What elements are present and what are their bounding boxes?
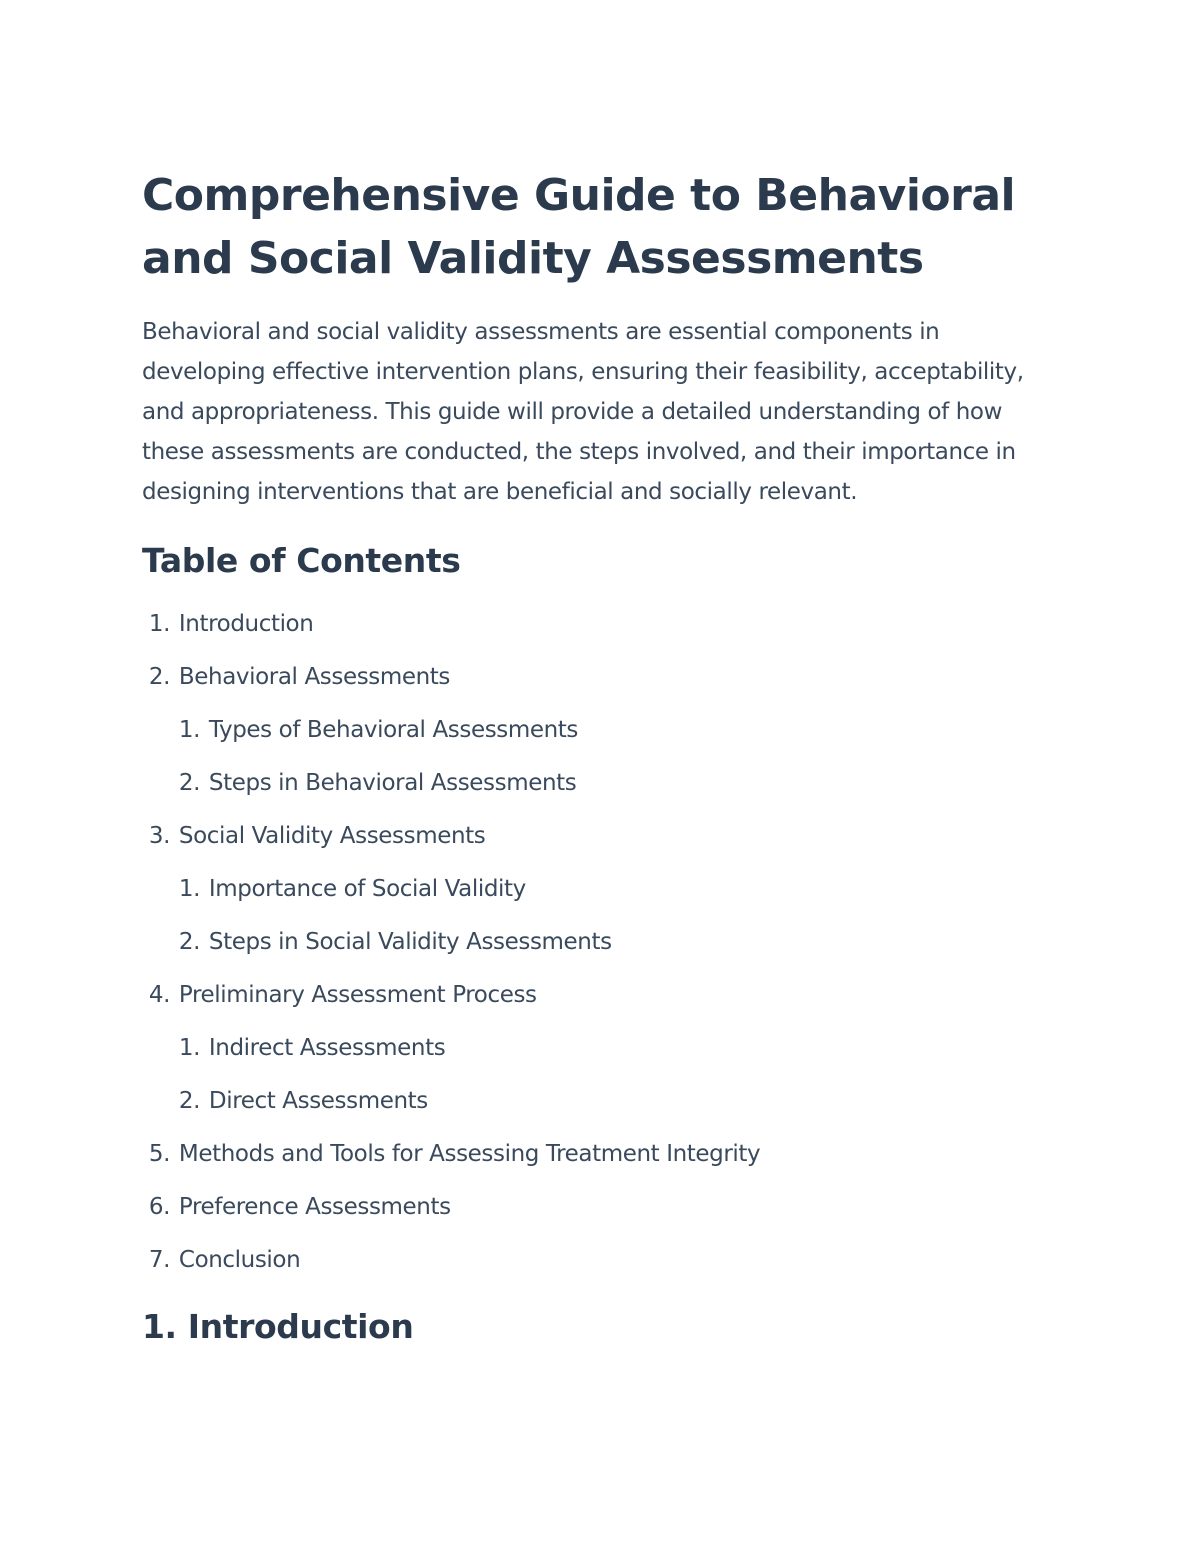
toc-item-link[interactable]: Importance of Social Validity [208,876,526,902]
toc-item-number: 3. [148,823,170,849]
toc-item[interactable] [142,1128,1032,1181]
toc-item-number: 7. [148,1247,170,1273]
toc-item[interactable] [142,863,1032,916]
toc-item-link[interactable]: Steps in Behavioral Assessments [208,770,577,796]
toc-item[interactable] [142,1181,1032,1234]
table-of-contents [142,598,1032,1287]
document-page [142,164,1032,1350]
toc-item[interactable] [142,704,1032,757]
toc-item-number: 4. [148,982,170,1008]
toc-item-link[interactable]: Preference Assessments [178,1194,451,1220]
toc-item-number: 6. [148,1194,170,1220]
toc-item-link[interactable]: Indirect Assessments [208,1035,446,1061]
toc-item[interactable] [142,810,1032,863]
toc-item-link[interactable]: Steps in Social Validity Assessments [208,929,612,955]
toc-item-number: 5. [148,1141,170,1167]
toc-item[interactable] [142,1022,1032,1075]
toc-item[interactable] [142,969,1032,1022]
toc-item-number: 1. [178,1035,200,1061]
section-heading-introduction: 1. Introduction [142,1307,414,1346]
toc-item-number: 1. [148,611,170,637]
toc-item[interactable] [142,916,1032,969]
toc-item-number: 2. [178,929,200,955]
toc-item-number: 1. [178,717,200,743]
toc-item-link[interactable]: Behavioral Assessments [178,664,450,690]
toc-item[interactable] [142,1075,1032,1128]
toc-item-number: 2. [178,770,200,796]
toc-item-number: 2. [178,1088,200,1114]
toc-heading: Table of Contents [142,541,461,580]
toc-list [142,598,1032,1287]
document-title: Comprehensive Guide to Behavioral and Social Validity Assessments [142,170,1016,284]
toc-item-link[interactable]: Introduction [178,611,314,637]
toc-item[interactable] [142,1234,1032,1287]
toc-item-link[interactable]: Conclusion [178,1247,301,1273]
intro-paragraph: Behavioral and social validity assessments are essential components in developing effective intervention plans, ensuring their feasibility, acceptability, and appropriateness. This guide will provide a detailed understanding of how these assessments are conducted, the steps involved, and their importance in designing interventions that are beneficial and socially relevant. [142,319,1024,505]
toc-item[interactable] [142,757,1032,810]
toc-item[interactable] [142,651,1032,704]
toc-item-number: 2. [148,664,170,690]
toc-item[interactable] [142,598,1032,651]
toc-item-link[interactable]: Direct Assessments [208,1088,428,1114]
toc-item-link[interactable]: Types of Behavioral Assessments [208,717,578,743]
toc-item-link[interactable]: Social Validity Assessments [178,823,486,849]
toc-item-number: 1. [178,876,200,902]
toc-item-link[interactable]: Preliminary Assessment Process [178,982,537,1008]
toc-item-link[interactable]: Methods and Tools for Assessing Treatment Integrity [178,1141,761,1167]
